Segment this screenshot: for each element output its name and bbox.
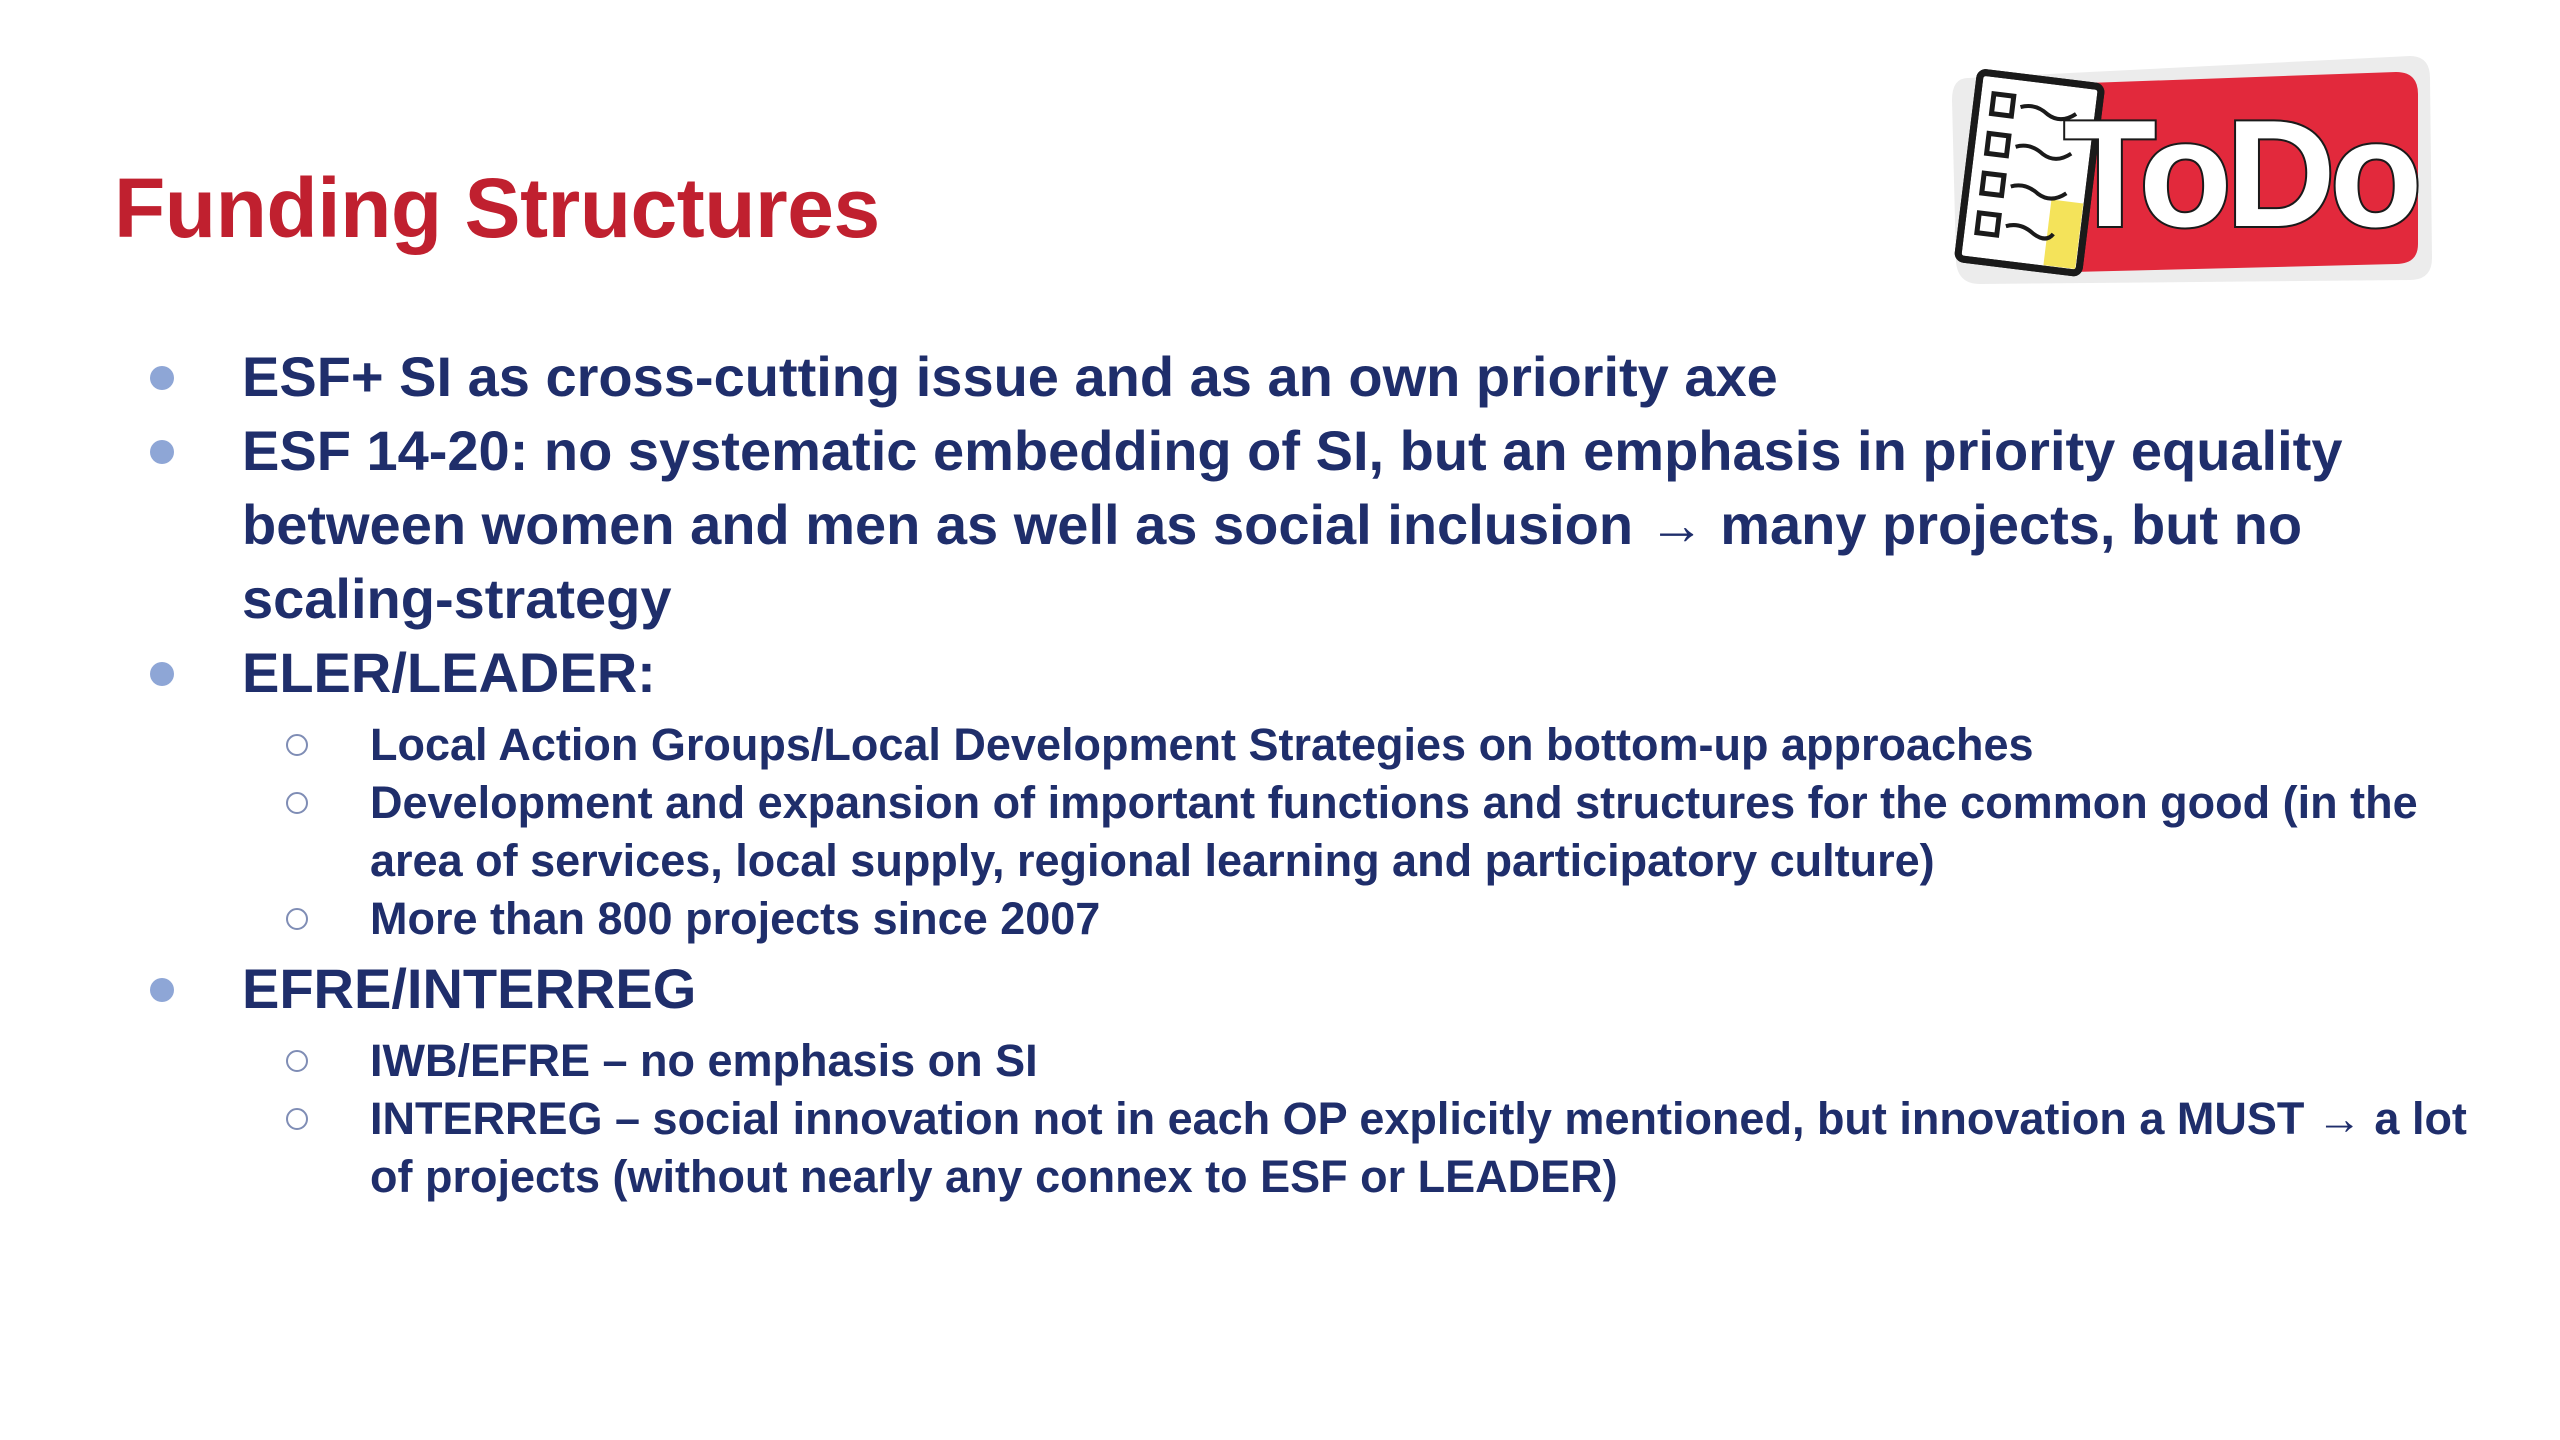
bullet-item xyxy=(140,636,2470,710)
bullet-dot-icon xyxy=(150,440,174,464)
sub-bullet-list xyxy=(140,716,2470,948)
bullet-text: EFRE/INTERREG xyxy=(242,957,697,1020)
bullet-text: ESF 14-20: no systematic embedding of SI, but an emphasis in priority equality between women and men as well as social inclusion → many projects, but no scaling-strategy xyxy=(242,419,2343,630)
bullet-text: ESF+ SI as cross-cutting issue and as an own priority axe xyxy=(242,345,1778,408)
sub-bullet-text: Local Action Groups/Local Development Strategies on bottom-up approaches xyxy=(370,719,2034,770)
sub-bullet-item xyxy=(140,774,2470,890)
sub-bullet-list xyxy=(140,1032,2470,1206)
sub-bullet-circle-icon xyxy=(286,908,308,930)
sub-bullet-text: INTERREG – social innovation not in each OP explicitly mentioned, but innovation a MUST → a lot of projects (without nearly any connex to ESF or LEADER) xyxy=(370,1093,2467,1202)
bullet-list xyxy=(140,340,2470,1210)
sub-bullet-text: More than 800 projects since 2007 xyxy=(370,893,1101,944)
bullet-item xyxy=(140,414,2470,636)
sub-bullet-circle-icon xyxy=(286,1108,308,1130)
logo-text: ToDo xyxy=(2063,89,2417,259)
sub-bullet-item xyxy=(140,1032,2470,1090)
bullet-item xyxy=(140,952,2470,1026)
bullet-dot-icon xyxy=(150,978,174,1002)
sub-bullet-circle-icon xyxy=(286,792,308,814)
sub-bullet-item xyxy=(140,1090,2470,1206)
sub-bullet-circle-icon xyxy=(286,734,308,756)
sub-bullet-item xyxy=(140,716,2470,774)
bullet-dot-icon xyxy=(150,662,174,686)
sub-bullet-circle-icon xyxy=(286,1050,308,1072)
bullet-item xyxy=(140,340,2470,414)
bullet-dot-icon xyxy=(150,366,174,390)
sub-bullet-text: Development and expansion of important functions and structures for the common good (in the area of services, local supply, regional learning and participatory culture) xyxy=(370,777,2418,886)
bullet-text: ELER/LEADER: xyxy=(242,641,656,704)
sub-bullet-text: IWB/EFRE – no emphasis on SI xyxy=(370,1035,1038,1086)
sub-bullet-item xyxy=(140,890,2470,948)
todo-checklist-logo-icon xyxy=(1940,48,2440,288)
slide-title: Funding Structures xyxy=(114,161,880,255)
